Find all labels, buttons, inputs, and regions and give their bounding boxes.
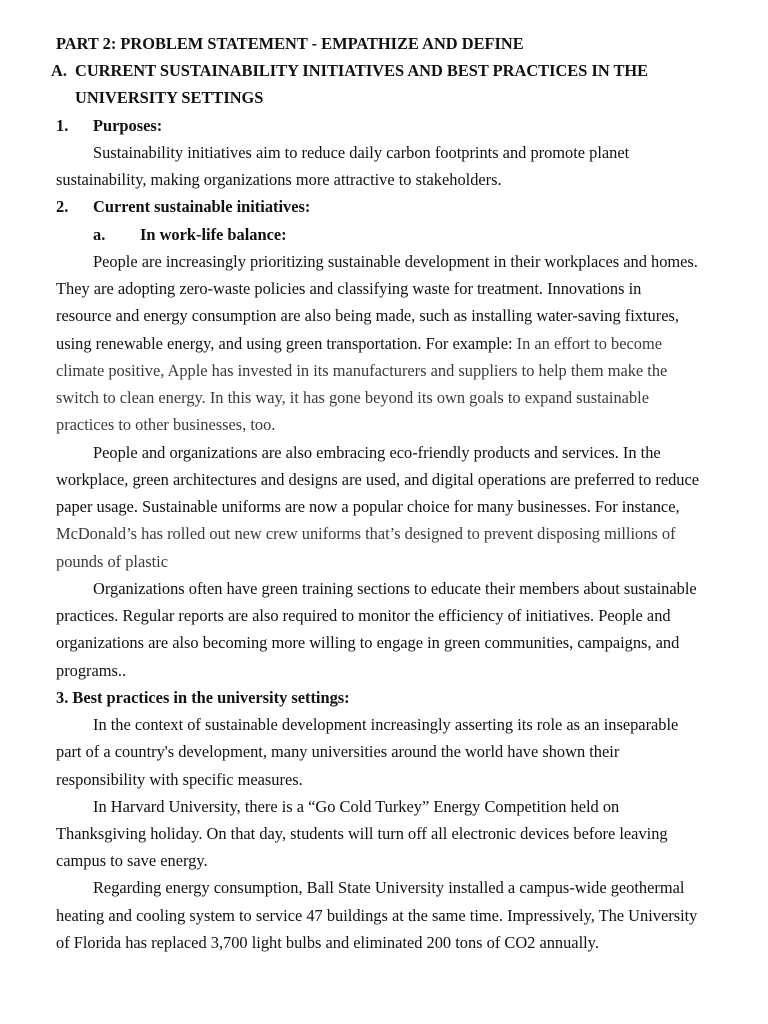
item-1-number: 1. <box>56 116 69 135</box>
item-2-number: 2. <box>56 197 69 216</box>
paragraph-line: People and organizations are also embracing eco-friendly products and services. In the <box>93 443 661 462</box>
quote-line: climate positive, Apple has invested in its manufacturers and suppliers to help them make the <box>56 361 668 380</box>
paragraph-line: Organizations often have green training sections to educate their members about sustainable <box>93 579 697 598</box>
paragraph-line: sustainability, making organizations more attractive to stakeholders. <box>56 170 502 189</box>
paragraph-line: They are adopting zero-waste policies and classifying waste for treatment. Innovations in <box>56 279 642 298</box>
section-a-marker: A. <box>51 61 67 80</box>
paragraph-line: People are increasingly prioritizing sustainable development in their workplaces and homes. <box>93 252 698 271</box>
paragraph-line: practices. Regular reports are also required to monitor the efficiency of initiatives. People and <box>56 606 671 625</box>
paragraph-line: Sustainability initiatives aim to reduce daily carbon footprints and promote planet <box>93 143 630 162</box>
paragraph-line: part of a country's development, many universities around the world have shown their <box>56 742 620 761</box>
section-a-title-line2: UNIVERSITY SETTINGS <box>75 88 264 107</box>
item-1-title: Purposes: <box>93 116 163 135</box>
paragraph-line: Regarding energy consumption, Ball State University installed a campus-wide geothermal <box>93 878 685 897</box>
page-heading: PART 2: PROBLEM STATEMENT - EMPATHIZE AND DEFINE <box>56 34 524 53</box>
item-2-title: Current sustainable initiatives: <box>93 197 311 216</box>
section-a-title-line1: CURRENT SUSTAINABILITY INITIATIVES AND BEST PRACTICES IN THE <box>75 61 649 80</box>
paragraph-line: programs.. <box>56 661 127 680</box>
quote-line: pounds of plastic <box>56 552 168 571</box>
paragraph-line: organizations are also becoming more willing to engage in green communities, campaigns, and <box>56 633 680 652</box>
quote-line: practices to other businesses, too. <box>56 415 276 434</box>
item-2a-number: a. <box>93 225 106 244</box>
paragraph-line: of Florida has replaced 3,700 light bulbs and eliminated 200 tons of CO2 annually. <box>56 933 599 952</box>
paragraph-line: In Harvard University, there is a “Go Cold Turkey” Energy Competition held on <box>93 797 620 816</box>
paragraph-line: Thanksgiving holiday. On that day, students will turn off all electronic devices before leaving <box>56 824 668 843</box>
paragraph-line: heating and cooling system to service 47 buildings at the same time. Impressively, The University <box>56 906 698 925</box>
paragraph-line: resource and energy consumption are also being made, such as installing water-saving fixtures, <box>56 306 679 325</box>
quote-line: switch to clean energy. In this way, it has gone beyond its own goals to expand sustainable <box>56 388 649 407</box>
item-2a-title: In work-life balance: <box>140 225 287 244</box>
paragraph-line: In the context of sustainable development increasingly asserting its role as an inseparable <box>93 715 679 734</box>
quote-text: In an effort to become <box>516 334 662 353</box>
item-3-heading: 3. Best practices in the university settings: <box>56 688 350 707</box>
paragraph-line: campus to save energy. <box>56 851 208 870</box>
paragraph-line: workplace, green architectures and designs are used, and digital operations are preferred to reduce <box>56 470 700 489</box>
quote-line: McDonald’s has rolled out new crew uniforms that’s designed to prevent disposing millions of <box>56 524 676 543</box>
section-a-heading <box>51 61 648 81</box>
paragraph-line: paper usage. Sustainable uniforms are now a popular choice for many businesses. For instance, <box>56 497 680 516</box>
item-2-heading <box>56 197 310 217</box>
paragraph-line: responsibility with specific measures. <box>56 770 303 789</box>
item-1-heading <box>56 116 162 136</box>
item-2a-heading <box>93 225 287 245</box>
paragraph-line <box>56 334 662 354</box>
paragraph-text: using renewable energy, and using green transportation. For example: <box>56 334 517 353</box>
